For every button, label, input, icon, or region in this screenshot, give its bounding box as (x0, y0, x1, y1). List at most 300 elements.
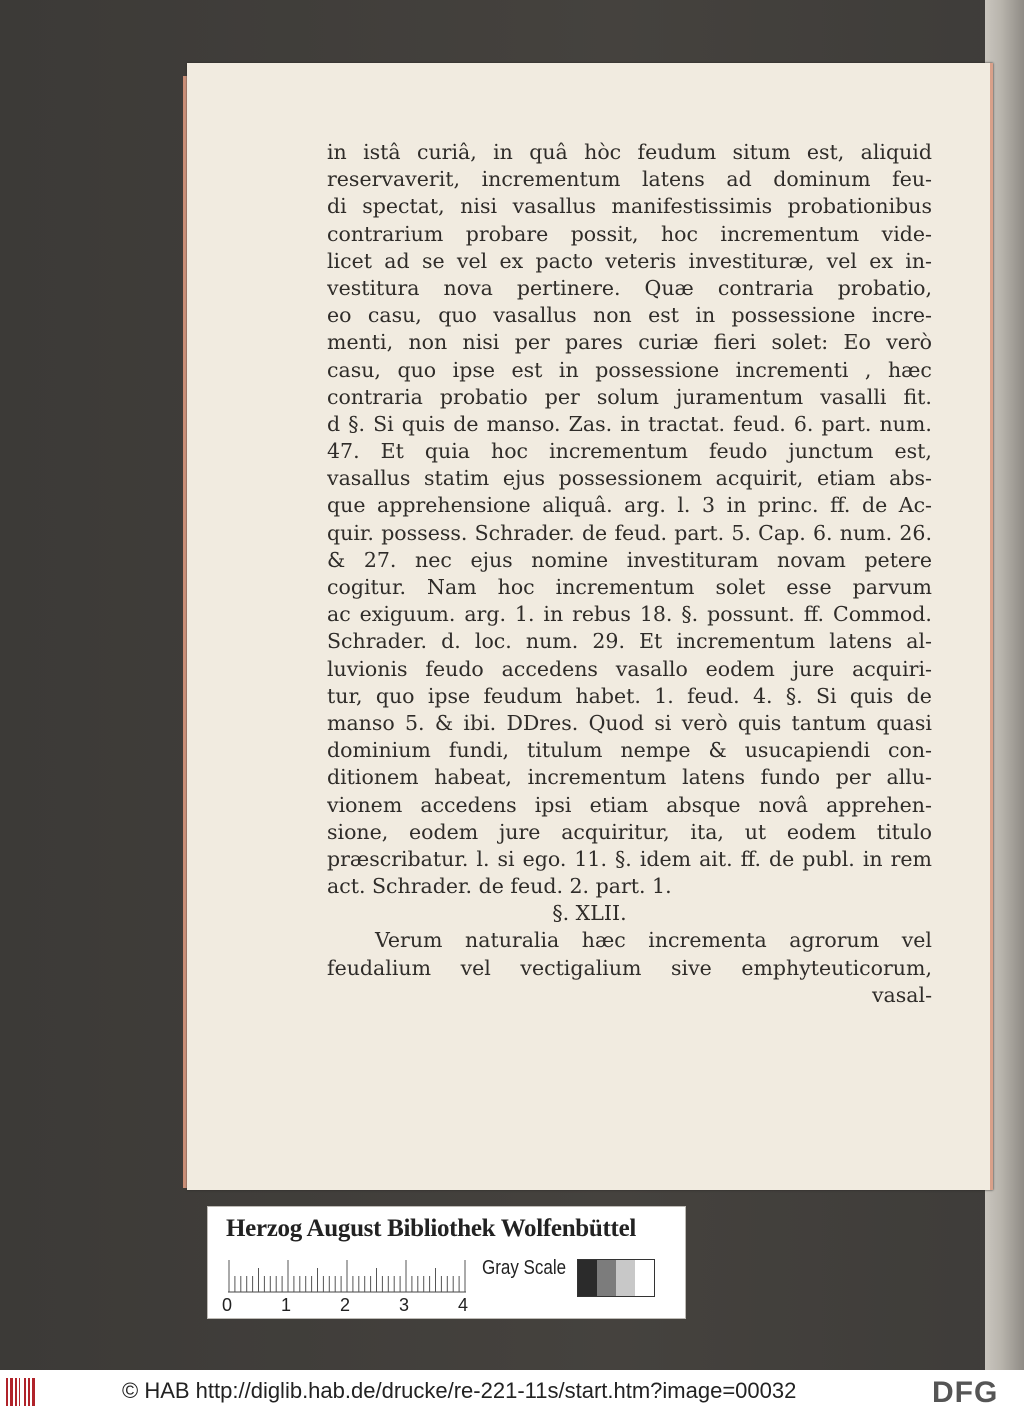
text-line (327, 683, 932, 710)
dfg-logo: DFG (932, 1376, 999, 1409)
word: in (558, 357, 579, 382)
word: feudo (708, 439, 768, 464)
word: latens (829, 629, 893, 654)
word: probationibus (787, 194, 932, 219)
word: ad (726, 167, 752, 192)
word: fit. (903, 384, 932, 409)
word: vel (826, 248, 857, 273)
word: allu- (886, 765, 932, 790)
text-line (327, 955, 932, 982)
word: §. (348, 411, 365, 436)
word: possessionem (558, 466, 703, 491)
word: Schrader. (474, 520, 575, 545)
word: non (408, 330, 448, 355)
word: in (620, 411, 641, 436)
word: 27. (363, 547, 397, 572)
word: sive (671, 955, 712, 980)
word: quâ (529, 140, 568, 164)
word: de (478, 874, 504, 899)
word: eodem (705, 656, 775, 681)
word: 11. (574, 846, 607, 871)
word: vasallus (512, 194, 596, 219)
scale-number: 0 (222, 1295, 233, 1315)
word: apprehen- (826, 792, 932, 817)
word: ibi. (463, 710, 497, 735)
word: part. (595, 874, 646, 899)
page-text (327, 139, 932, 1009)
word: est, (894, 439, 932, 464)
text-line (327, 275, 932, 302)
word: hoc (497, 575, 535, 599)
library-name: Herzog August Bibliothek Wolfenbüttel (226, 1215, 637, 1242)
word: esse (786, 575, 832, 599)
word: pacto (535, 248, 593, 273)
word: dominum (773, 167, 871, 192)
scale-number: 1 (281, 1295, 292, 1315)
word: jure (498, 819, 541, 844)
text-line (327, 764, 932, 791)
word: probatio, (837, 275, 932, 300)
word: eo (327, 303, 352, 328)
word: in (726, 493, 747, 518)
word: latens (682, 765, 745, 790)
word: aliquâ. (542, 493, 613, 518)
word: con- (888, 738, 932, 763)
word: feud. (733, 411, 786, 436)
word: §. (615, 846, 632, 871)
word: abs- (889, 466, 932, 491)
word: publ. (802, 846, 855, 871)
word: di (327, 194, 347, 219)
word: curiâ, (417, 140, 477, 164)
word: §. (785, 683, 803, 708)
word: in (493, 140, 513, 164)
word: quia (424, 439, 470, 464)
gray-swatch (635, 1260, 654, 1296)
word: titulum (527, 738, 603, 763)
word: tantum (791, 710, 867, 735)
word: sione, (327, 819, 389, 844)
word: incrementum (720, 221, 860, 246)
word: quis (849, 683, 894, 708)
text-line (327, 438, 932, 465)
word: tur, (327, 683, 363, 708)
word: vasallo (615, 656, 688, 681)
word: que (327, 493, 366, 518)
text-line (327, 357, 932, 384)
text-line (327, 873, 932, 900)
word: l. (476, 846, 490, 871)
word: Schrader. (372, 874, 473, 899)
word: pertinere. (516, 275, 621, 300)
word: incrementum (481, 167, 621, 192)
word: vasalli (820, 384, 887, 409)
word: manso. (486, 411, 561, 436)
word: habet. (575, 683, 641, 708)
word: novam (777, 547, 846, 572)
word: de (769, 846, 795, 871)
word: vasallus (493, 303, 577, 328)
word: incrementi (735, 357, 849, 382)
scale-number: 3 (399, 1295, 410, 1315)
word: incrementum (676, 629, 816, 654)
word: ipsi (534, 792, 572, 817)
text-line (327, 547, 932, 574)
word: rebus (572, 602, 631, 627)
word: Nam (427, 575, 477, 599)
word: verò (681, 710, 728, 735)
word: Cap. (758, 520, 806, 545)
word: menti, (327, 330, 394, 355)
word: veteris (605, 248, 677, 273)
word: & (434, 710, 454, 735)
word: si (654, 710, 672, 735)
word: reservaverit, (327, 167, 461, 192)
word: curiæ (638, 330, 699, 355)
word: ad (384, 248, 410, 273)
word: nec (415, 547, 452, 572)
word: possess. (381, 520, 468, 545)
word: accedens (501, 656, 598, 681)
word: per (514, 330, 550, 355)
word: usucapiendi (744, 738, 871, 763)
gray-scale-label: Gray Scale (482, 1257, 567, 1279)
word: de (906, 683, 932, 708)
barcode-bar (32, 1378, 35, 1406)
word: novâ (758, 792, 808, 817)
word: nempe (620, 738, 691, 763)
word: feu- (892, 167, 932, 192)
word: de (453, 411, 479, 436)
word: verò (886, 330, 932, 355)
text-line (327, 846, 932, 873)
word: vel (456, 248, 488, 273)
word: feudo (425, 656, 484, 681)
word: hoc (491, 439, 529, 464)
word: Eo (843, 330, 871, 355)
word: est (511, 357, 543, 382)
word: incre- (871, 303, 932, 328)
word: idem (639, 846, 692, 871)
word: rem (890, 846, 932, 871)
word: ipse (427, 683, 471, 708)
word: acquiritur, (561, 819, 670, 844)
word: per (544, 384, 580, 409)
word: feudum (483, 683, 563, 708)
word: feud. (687, 683, 740, 708)
barcode-bar (24, 1378, 26, 1406)
gray-swatch (597, 1260, 616, 1296)
word: ejus (502, 466, 546, 491)
word: manifestissimis (611, 194, 773, 219)
text-line (327, 248, 932, 275)
word: vel (460, 955, 491, 980)
word: d. (441, 629, 461, 654)
word: statim (424, 466, 490, 491)
word: Commod. (833, 602, 932, 627)
word: possessione (595, 357, 720, 382)
word: 4. (752, 683, 773, 708)
word: ejus (470, 547, 513, 572)
word: casu, (367, 303, 422, 328)
word: de (861, 493, 888, 518)
word: cogitur. (327, 575, 407, 599)
scale-number: 2 (340, 1295, 351, 1315)
word: quo (397, 357, 437, 382)
word: solum (596, 384, 659, 409)
word: agrorum (789, 928, 880, 953)
word: præscribatur. (327, 846, 469, 871)
word: 3 (701, 493, 716, 518)
text-line (327, 792, 932, 819)
word: juramentum (675, 384, 804, 409)
word: al- (906, 629, 932, 654)
word: vel (901, 928, 932, 953)
word: situm (732, 140, 791, 164)
word: 29. (592, 629, 625, 654)
word: quir. (327, 520, 374, 545)
word: 1. (652, 874, 672, 899)
word: manso (327, 710, 395, 735)
word: dominium (327, 738, 431, 763)
color-target-card (207, 1206, 686, 1319)
text-line (327, 927, 932, 954)
text-line (327, 411, 932, 438)
word: casu, (327, 357, 381, 382)
word: in (862, 846, 883, 871)
word: eodem (786, 819, 857, 844)
word: de (581, 520, 608, 545)
word: feud. (614, 520, 667, 545)
word: incrementa (648, 928, 767, 953)
text-line (327, 465, 932, 492)
word: Si (815, 683, 837, 708)
word: 18. (639, 602, 673, 627)
word: feud. (510, 874, 563, 899)
word: ipse (452, 357, 495, 382)
word: loc. (474, 629, 512, 654)
word: solet: (771, 330, 829, 355)
word: nisi (460, 194, 498, 219)
text-line (327, 710, 932, 737)
word: arg. (624, 493, 666, 518)
word: part. (674, 520, 725, 545)
word: nomine (531, 547, 609, 572)
word: hoc (660, 221, 698, 246)
word: investituræ, (688, 248, 815, 273)
word: ex (499, 248, 524, 273)
catchword: vasal- (871, 982, 932, 1007)
word: contraria (327, 384, 423, 409)
barcode-bar (19, 1378, 20, 1406)
word: Verum (375, 928, 443, 953)
text-line (327, 819, 932, 846)
barcode-bar (6, 1378, 8, 1406)
word: 6. (793, 411, 814, 436)
word: arg. (464, 602, 506, 627)
word: probare (465, 221, 549, 246)
scale-numbers (222, 1295, 482, 1315)
word: feudalium (327, 955, 432, 980)
word: titulo (876, 819, 932, 844)
word: pares (565, 330, 623, 355)
word: acquiri- (852, 656, 932, 681)
word: si (497, 846, 515, 871)
word: ait. (699, 846, 733, 871)
word: ff. (830, 493, 851, 518)
word: num. (879, 411, 932, 436)
word: parvum (852, 575, 932, 599)
word: 1. (654, 683, 674, 708)
word: in (327, 140, 347, 164)
text-line (327, 520, 932, 547)
word: DDres. (506, 710, 579, 735)
word: Schrader. (327, 629, 428, 654)
word: hæc (887, 357, 932, 382)
word: Et (639, 629, 663, 654)
word: est (648, 303, 680, 328)
word: vectigalium (520, 955, 642, 980)
text-line (327, 492, 932, 519)
word: habeat, (434, 765, 512, 790)
word: naturalia (465, 928, 560, 953)
word: se (421, 248, 445, 273)
word: in (543, 602, 564, 627)
word: nova (443, 275, 493, 300)
word: nisi (462, 330, 500, 355)
word: quis (401, 411, 446, 436)
word: Quod (588, 710, 645, 735)
text-line (327, 737, 932, 764)
word: aliquid (860, 140, 932, 164)
word: apprehensione (377, 493, 531, 518)
word: luvionis (327, 656, 408, 681)
word: quo (438, 303, 477, 328)
word: ac (327, 602, 351, 627)
word: licet (327, 248, 372, 273)
word: , (864, 357, 872, 382)
word: l. (677, 493, 691, 518)
barcode-icon (6, 1378, 46, 1406)
word: quis (737, 710, 782, 735)
word: in (695, 303, 716, 328)
word: hòc (584, 140, 622, 164)
word: jure (792, 656, 835, 681)
word: absque (666, 792, 741, 817)
text-line (327, 193, 932, 220)
word: Si (373, 411, 394, 436)
word: vide- (881, 221, 932, 246)
word: quo (375, 683, 415, 708)
gray-scale-swatches (577, 1259, 655, 1297)
word: ut (744, 819, 767, 844)
word: hæc (581, 928, 626, 953)
word: fundi, (448, 738, 510, 763)
word: eodem (409, 819, 479, 844)
word: per (835, 765, 871, 790)
word: etiam (816, 466, 876, 491)
word: contraria (717, 275, 814, 300)
word: spectat, (362, 194, 445, 219)
word: non (593, 303, 632, 328)
word: Quæ (644, 275, 694, 300)
word: ff. (740, 846, 761, 871)
copyright-link[interactable]: © HAB http://diglib.hab.de/drucke/re-221-11s/start.htm?image=00032 (122, 1378, 797, 1403)
word: 6. (812, 520, 833, 545)
word: incrementum (527, 765, 667, 790)
word: possunt. (707, 602, 795, 627)
word: 26. (899, 520, 932, 545)
word: in- (905, 248, 932, 273)
word: fundo (760, 765, 821, 790)
word: part. (821, 411, 872, 436)
word: vasallus (327, 466, 411, 491)
word: emphyteuticorum, (741, 955, 932, 980)
text-line (327, 656, 932, 683)
text-line (327, 384, 932, 411)
word: accedens (420, 792, 517, 817)
word: ego. (522, 846, 567, 871)
word: ditionem (327, 765, 419, 790)
text-line (327, 139, 932, 166)
word: possit, (570, 221, 639, 246)
word: vionem (327, 792, 403, 817)
word: acquirit, (715, 466, 804, 491)
word: ex (869, 248, 893, 273)
word: tractat. (648, 411, 726, 436)
word: possessione (731, 303, 856, 328)
section-heading: §. XLII. (552, 901, 627, 926)
word: junctum (788, 439, 874, 464)
word: petere (864, 547, 932, 572)
text-line (327, 221, 932, 248)
word: solet (715, 575, 766, 599)
word: istâ (363, 140, 401, 164)
gray-swatch (578, 1260, 597, 1296)
word: incrementum (555, 575, 695, 599)
text-line (327, 574, 932, 601)
word: etiam (589, 792, 649, 817)
word: num. (839, 520, 893, 545)
word: probatio (439, 384, 528, 409)
word: fieri (713, 330, 757, 355)
word: num. (525, 629, 579, 654)
barcode-bar (15, 1378, 17, 1406)
word: feudum (637, 140, 717, 164)
scale-ruler (228, 1259, 466, 1293)
word: & (708, 738, 727, 763)
text-line (327, 302, 932, 329)
word: latens (641, 167, 705, 192)
text-line (327, 329, 932, 356)
word: 1. (514, 602, 535, 627)
word: investituram (626, 547, 759, 572)
word: §. (681, 602, 699, 627)
word: ff. (803, 602, 825, 627)
word: Ac- (898, 493, 932, 518)
viewer-footer (0, 1370, 1024, 1413)
text-line (327, 628, 932, 655)
word: quasi (876, 710, 932, 735)
word: 2. (569, 874, 590, 899)
scale-number: 4 (458, 1295, 469, 1315)
word: act. (327, 874, 366, 899)
word: 5. (405, 710, 425, 735)
word: 5. (731, 520, 751, 545)
barcode-bar (28, 1378, 30, 1406)
word: est, (806, 140, 845, 164)
word: & (327, 547, 346, 572)
